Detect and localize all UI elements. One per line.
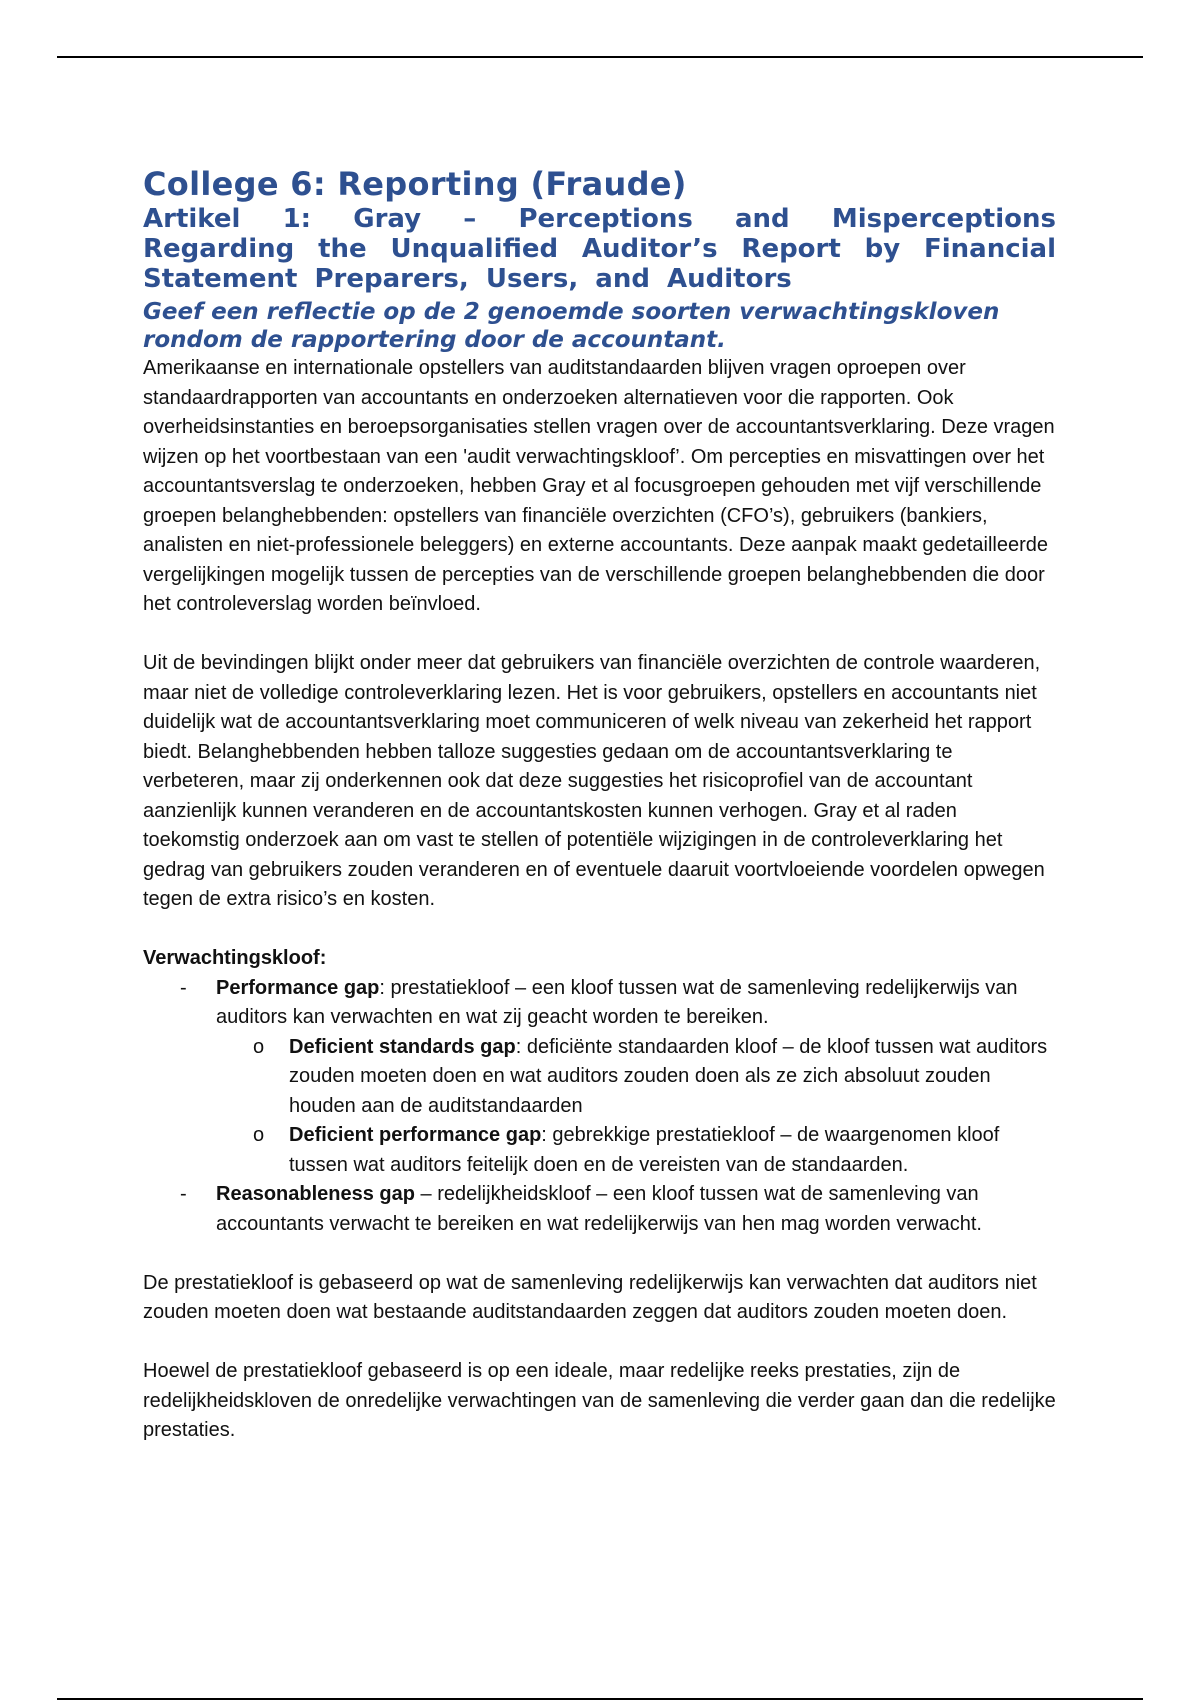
list-item-performance-gap [143,974,1056,1033]
paragraph-performance: De prestatiekloof is gebaseerd op wat de samenleving redelijkerwijs kan verwachten dat auditors niet zouden moeten doen wat bestaande auditstandaarden zeggen dat auditors zouden moeten doen. [143,1271,1037,1323]
term-text: : deficiënte standaarden kloof – de kloof tussen wat auditors zouden moeten doen en wat auditors zouden doen als ze zich absoluut zouden houden aan de auditstandaarden [289,1035,1048,1117]
list-heading: Verwachtingskloof: [143,947,327,969]
term-label: Performance gap [216,976,380,999]
dash-marker: - [180,976,187,999]
paragraph-intro: Amerikaanse en internationale opstellers van auditstandaarden blijven vragen oproepen over standaardrapporten van accountants en onderzoeken alternatieven voor die rapporten. Ook overheidsinstanties en beroepsorganisaties stellen vragen over de accountantsverklaring. Deze vragen wijzen op het voortbestaan van een 'audit verwachtingskloof’. Om percepties en misvattingen over het accountantsverslag te onderzoeken, hebben Gray et al focusgroepen gehouden met vijf verschillende groepen belanghebbenden: opstellers van financiële overzichten (CFO’s), gebruikers (bankiers, analisten en niet-professionele beleggers) en externe accountants. Deze aanpak maakt gedetailleerde vergelijkingen mogelijk tussen de percepties van de verschillende groepen belanghebbenden die door het controleverslag worden beïnvloed. [143,357,1055,615]
circle-marker: o [253,1124,265,1146]
term-text: : prestatiekloof – een kloof tussen wat de samenleving redelijkerwijs van auditors kan verwachten en wat zij geacht worden te bereiken. [216,976,1018,1028]
circle-marker: o [253,1035,265,1058]
paragraph-reasonableness: Hoewel de prestatiekloof gebaseerd is op een ideale, maar redelijke reeks prestaties, zijn de redelijkheidskloven de onredelijke verwachtingen van de samenleving die verder gaan dan die redelijke prestaties. [143,1360,1056,1441]
spacer [143,1328,1056,1358]
term-text: : gebrekkige prestatiekloof – de waargenomen kloof tussen wat auditors feitelijk doen en de vereisten van de standaarden. [289,1124,1000,1176]
paragraph-findings: Uit de bevindingen blijkt onder meer dat gebruikers van financiële overzichten de controle waarderen, maar niet de volledige controleverklaring lezen. Het is voor gebruikers, opstellers en accountants niet duidelijk wat de accountantsverklaring moet communiceren of welk niveau van zekerheid het rapport biedt. Belanghebbenden hebben talloze suggesties gedaan om de accountantsverklaring te verbeteren, maar zij onderkennen ook dat deze suggesties het risicoprofiel van de accountant aanzienlijk kunnen veranderen en de accountantskosten kunnen verhogen. Gray et al raden toekomstig onderzoek aan om vast te stellen of potentiële wijzigingen in de controleverklaring het gedrag van gebruikers zouden veranderen en of eventuele daaruit voortvloeiende voordelen opwegen tegen de extra risico’s en kosten. [143,652,1045,910]
document-body [143,164,1056,1446]
term-text: – redelijkheidskloof – een kloof tussen wat de samenleving van accountants verwacht te bereiken en wat redelijkerwijs van hen mag worden verwacht. [216,1183,982,1235]
list-item-deficient-standards-gap [143,1033,1056,1122]
list-item-reasonableness-gap [143,1180,1056,1239]
spacer [143,915,1056,945]
top-rule [57,56,1143,58]
list-item-deficient-performance-gap [143,1121,1056,1180]
page-title: College 6: Reporting (Fraude) [143,165,687,203]
question-heading: Geef een reflectie op de 2 genoemde soorten verwachtingskloven rondom de rapportering door de accountant. [143,299,1000,353]
term-label: Deficient performance gap [289,1124,542,1146]
dash-marker: - [180,1183,187,1205]
spacer [143,620,1056,650]
term-label: Deficient standards gap [289,1035,516,1058]
article-heading: Artikel 1: Gray – Perceptions and Misperceptions Regarding the Unqualified Auditor’s Report by Financial Statement Preparers, Users, and Auditors [143,204,1056,294]
term-label: Reasonableness gap [216,1183,415,1205]
spacer [143,1239,1056,1269]
